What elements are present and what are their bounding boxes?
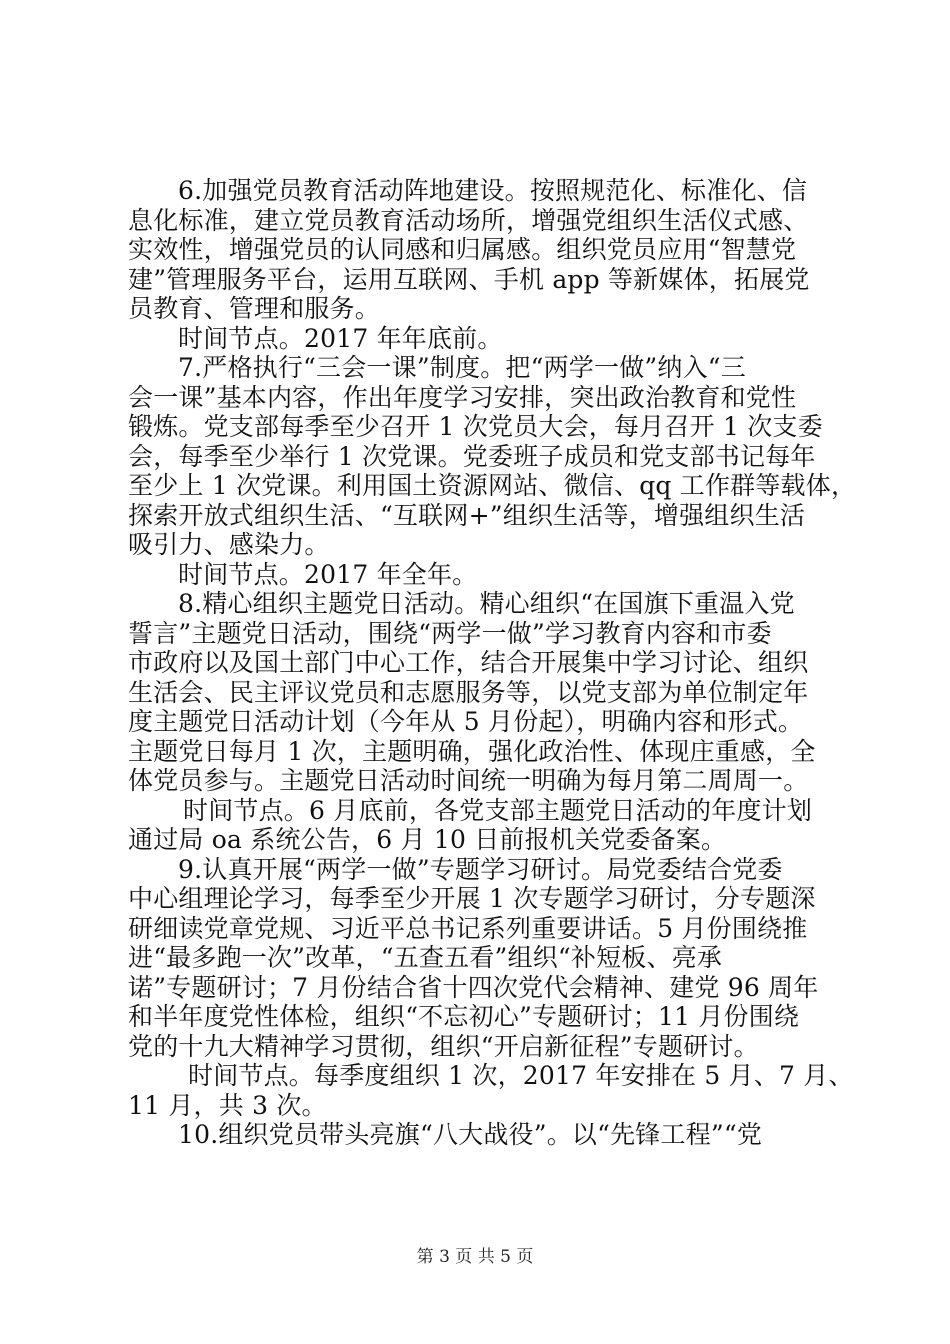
- text-line: 会一课”基本内容，作出年度学习安排，突出政治教育和党性: [128, 382, 797, 412]
- text-line: 党的十九大精神学习贯彻，组织“开启新征程”专题研讨。: [128, 1031, 759, 1061]
- text-line: 研细读党章党规、习近平总书记系列重要讲话。5 月份围绕推: [128, 913, 808, 943]
- time-node-line: 时间节点。6 月底前，各党支部主题党日活动的年度计划: [183, 795, 813, 825]
- text-line: 6.加强党员教育活动阵地建设。按照规范化、标准化、信: [178, 176, 808, 205]
- text-line: 中心组理论学习，每季至少开展 1 次专题学习研讨，分专题深: [128, 884, 816, 913]
- text-line: 锻炼。党支部每季至少召开 1 次党员大会，每月召开 1 次支委: [128, 412, 823, 441]
- text-line: 10.组织党员带头亮旗“八大战役”。以“先锋工程”“党: [178, 1120, 763, 1149]
- text-line: 生活会、民主评议党员和志愿服务等，以党支部为单位制定年: [128, 677, 809, 707]
- text-line: 和半年度党性体检，组织“不忘初心”专题研讨；11 月份围绕: [128, 1002, 800, 1031]
- text-line: 息化标准，建立党员教育活动场所，增强党组织生活仪式感、: [128, 205, 809, 235]
- page-footer: 第 3 页 共 5 页: [416, 1247, 534, 1267]
- text-line: 至少上 1 次党课。利用国土资源网站、微信、qq 工作群等载体，: [128, 471, 857, 500]
- text-line: 度主题党日活动计划（今年从 5 月份起），明确内容和形式。: [128, 707, 804, 736]
- text-line: 主题党日每月 1 次，主题明确，强化政治性、体现庄重感，全: [128, 736, 816, 766]
- text-line: 吸引力、感染力。: [128, 530, 330, 559]
- text-line: 通过局 oa 系统公告，6 月 10 日前报机关党委备案。: [128, 825, 727, 854]
- text-line: 探索开放式组织生活、“互联网+”组织生活等，增强组织生活: [128, 500, 806, 530]
- text-line: 9.认真开展“两学一做”专题学习研讨。局党委结合党委: [178, 854, 783, 884]
- text-line: 实效性，增强党员的认同感和归属感。组织党员应用“智慧党: [128, 235, 797, 264]
- text-line: 会，每季至少举行 1 次党课。党委班子成员和党支部书记每年: [128, 441, 816, 471]
- text-line: 体党员参与。主题党日活动时间统一明确为每月第二周周一。: [128, 766, 809, 795]
- body-text: [128, 176, 857, 1150]
- text-line: 建”管理服务平台，运用互联网、手机 app 等新媒体，拓展党: [128, 264, 810, 294]
- text-line: 誓言”主题党日活动，围绕“两学一做”学习教育内容和市委: [128, 618, 772, 648]
- time-node-line: 时间节点。2017 年全年。: [178, 559, 478, 589]
- text-line: 员教育、管理和服务。: [128, 294, 381, 323]
- time-node-line: 时间节点。每季度组织 1 次，2017 年安排在 5 月、7 月、: [188, 1061, 854, 1090]
- text-line: 11 月，共 3 次。: [128, 1090, 327, 1120]
- text-line: 8.精心组织主题党日活动。精心组织“在国旗下重温入党: [178, 589, 795, 618]
- text-line: 市政府以及国土部门中心工作，结合开展集中学习讨论、组织: [128, 648, 809, 677]
- text-line: 诺”专题研讨；7 月份结合省十四次党代会精神、建党 96 周年: [128, 972, 819, 1002]
- time-node-line: 时间节点。2017 年年底前。: [178, 323, 503, 353]
- text-line: 进“最多跑一次”改革，“五查五看”组织“补短板、亮承: [128, 943, 723, 972]
- text-line: 7.严格执行“三会一课”制度。把“两学一做”纳入“三: [178, 353, 746, 382]
